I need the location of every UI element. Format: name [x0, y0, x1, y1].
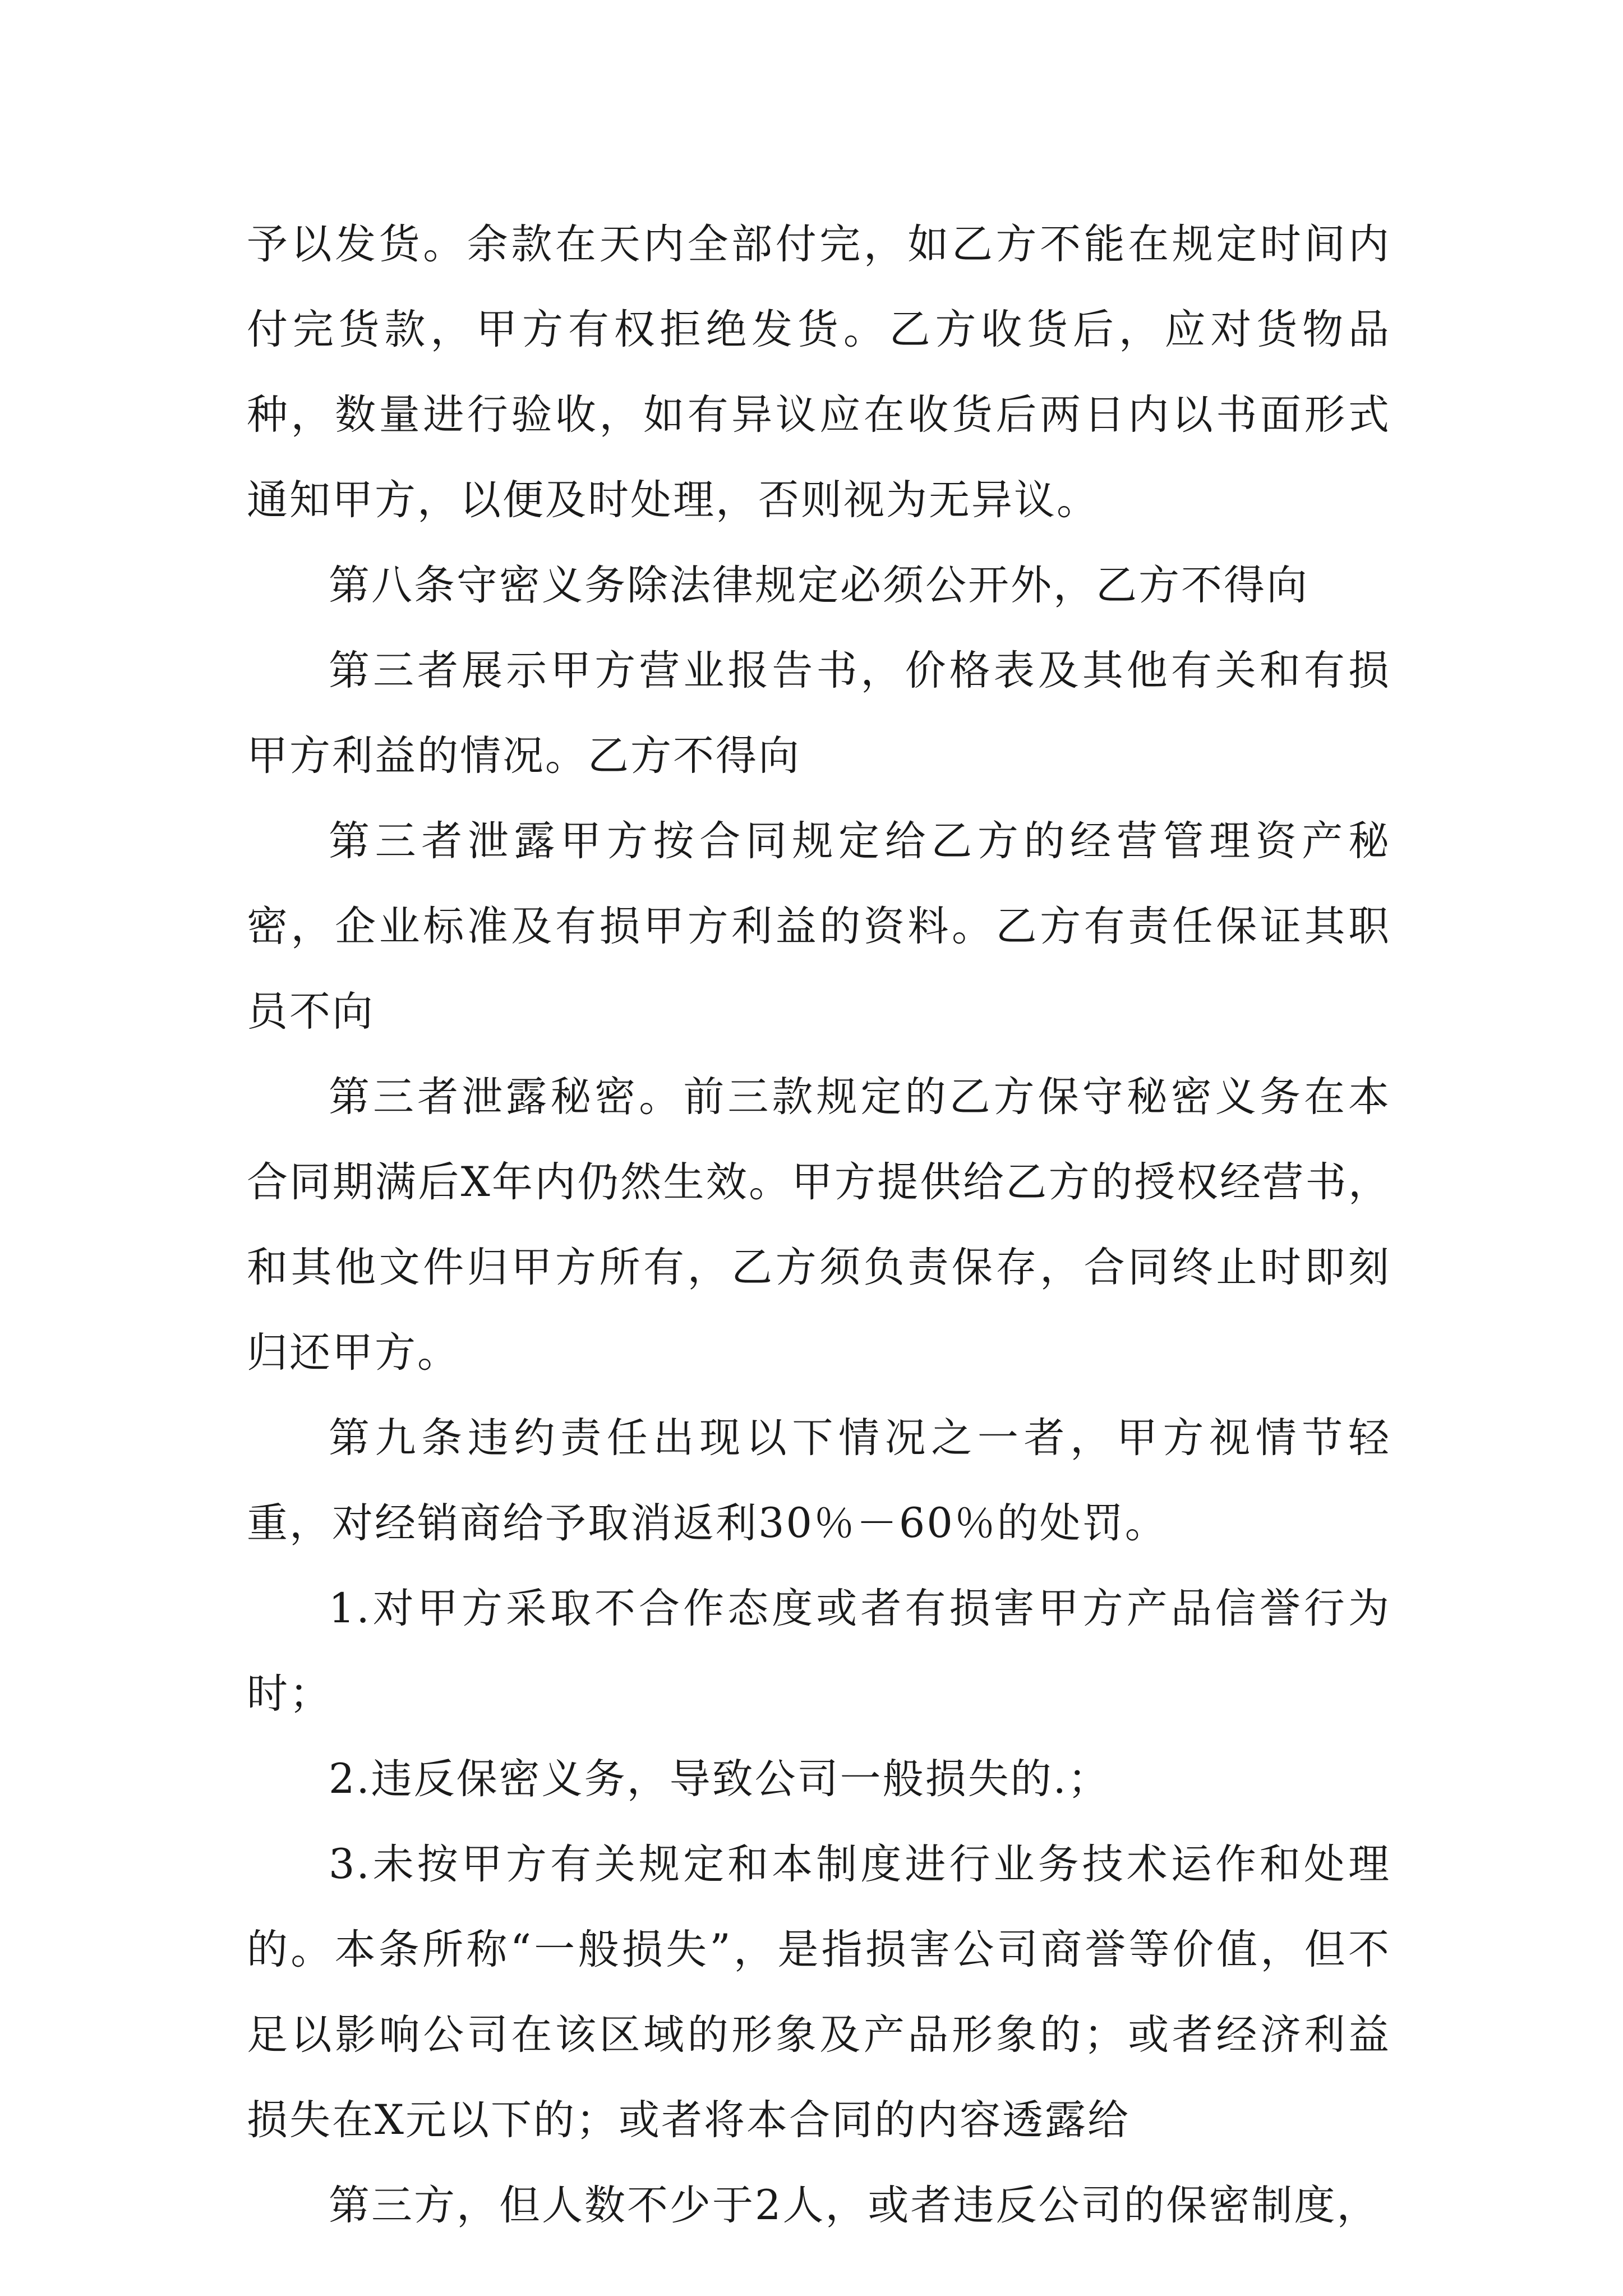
paragraph-article-8-secrets: 第三者泄露甲方按合同规定给乙方的经营管理资产秘密，企业标准及有损甲方利益的资料。乙方有责任保证其职员不向: [247, 817, 1391, 1036]
paragraph-article-9-heading: 第九条违约责任出现以下情况之一者，甲方视情节轻重，对经销商给予取消返利30％－60％的处罚。: [247, 1414, 1391, 1547]
paragraph-third-party: 第三方，但人数不少于2人，或者违反公司的保密制度，: [329, 2182, 1380, 2229]
list-item-1: 1.对甲方采取不合作态度或者有损害甲方产品信誉行为时；: [247, 1585, 1391, 1718]
paragraph-delivery-terms: 予以发货。余款在天内全部付完，如乙方不能在规定时间内付完货款，甲方有权拒绝发货。乙方收货后，应对货物品种，数量进行验收，如有异议应在收货后两日内以书面形式通知甲方，以便及时处理，否则视为无异议。: [247, 220, 1391, 524]
paragraph-article-8-reports: 第三者展示甲方营业报告书，价格表及其他有关和有损甲方利益的情况。乙方不得向: [247, 647, 1391, 780]
list-item-2: 2.违反保密义务，导致公司一般损失的.；: [329, 1755, 1110, 1803]
document-body: [247, 202, 1391, 2248]
list-item-3: 3.未按甲方有关规定和本制度进行业务技术运作和处理的。本条所称“一般损失”，是指损害公司商誉等价值，但不足以影响公司在该区域的形象及产品形象的；或者经济利益损失在X元以下的；或者将本合同的内容透露给: [247, 1841, 1391, 2144]
paragraph-article-8-duration: 第三者泄露秘密。前三款规定的乙方保守秘密义务在本合同期满后X年内仍然生效。甲方提供给乙方的授权经营书，和其他文件归甲方所有，乙方须负责保存，合同终止时即刻归还甲方。: [247, 1073, 1391, 1377]
paragraph-article-8-heading: 第八条守密义务除法律规定必须公开外，乙方不得向: [329, 562, 1309, 609]
